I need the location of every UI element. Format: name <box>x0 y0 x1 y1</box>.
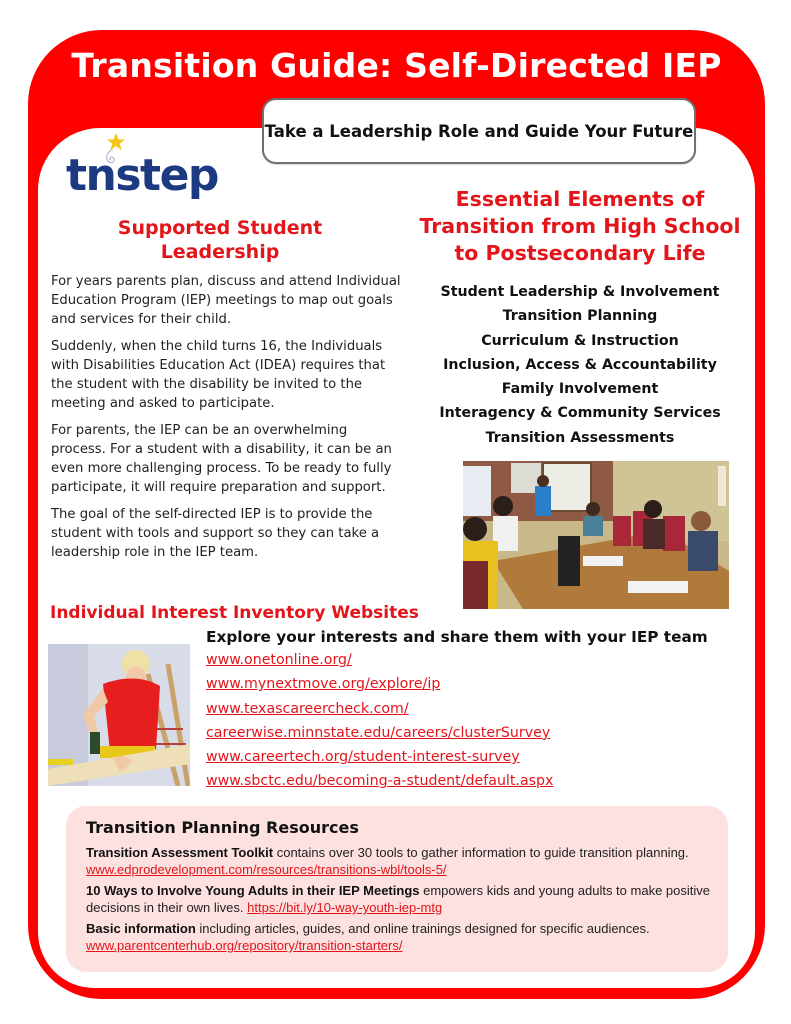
resource-item-basic-info <box>86 920 716 954</box>
supported-leadership-heading: Supported Student Leadership <box>117 217 323 263</box>
website-link-sbctc[interactable]: www.sbctc.edu/becoming-a-student/default.aspx <box>206 773 554 790</box>
list-item: Inclusion, Access & Accountability <box>443 356 717 373</box>
resource-link-edprodevelopment[interactable]: www.edprodevelopment.com/resources/transitions-wbl/tools-5/ <box>86 862 447 877</box>
paragraph: For years parents plan, discuss and attend Individual Education Program (IEP) meetings to map out goals and services for their child. <box>51 274 401 327</box>
essential-elements-list <box>415 280 745 450</box>
leadership-description <box>51 272 403 570</box>
logo-text: tnstep <box>66 150 218 201</box>
list-item: Student Leadership & Involvement <box>440 284 720 300</box>
website-link-texascareercheck[interactable]: www.texascareercheck.com/ <box>206 700 409 717</box>
resource-link-parentcenterhub[interactable]: www.parentcenterhub.org/repository/transition-starters/ <box>86 938 403 953</box>
woman-drilling-wood-photo <box>48 644 190 786</box>
resource-name: Transition Assessment Toolkit <box>86 845 274 860</box>
list-item: Transition Planning <box>502 308 658 325</box>
resource-name: Basic information <box>86 921 196 936</box>
subtitle-box <box>262 98 696 164</box>
interest-websites-list <box>206 648 553 794</box>
page-title: Transition Guide: Self-Directed IEP <box>71 46 722 85</box>
resource-link-bitly[interactable]: https://bit.ly/10-way-youth-iep-mtg <box>247 900 443 915</box>
resource-item-10-ways <box>86 882 716 916</box>
paragraph: For parents, the IEP can be an overwhelming process. For a student with a disability, it can be an even more challenging process. To be ready to fully participate, it will require preparation and support. <box>51 423 392 495</box>
list-item: Transition Assessments <box>485 429 675 446</box>
website-link-mynextmove[interactable]: www.mynextmove.org/explore/ip <box>206 676 441 693</box>
explore-interests-text: Explore your interests and share them with your IEP team <box>206 628 708 646</box>
website-link-careerwise[interactable]: careerwise.minnstate.edu/careers/clusterSurvey <box>206 724 551 741</box>
list-item: Family Involvement <box>501 381 659 398</box>
tnstep-logo <box>66 130 218 208</box>
resource-description: empowers kids and young adults to make positive decisions in their own lives. <box>86 883 710 915</box>
resource-name: 10 Ways to Involve Young Adults in their IEP Meetings <box>86 883 420 898</box>
resources-title: Transition Planning Resources <box>86 818 359 837</box>
list-item: Curriculum & Instruction <box>481 332 679 349</box>
paragraph: Suddenly, when the child turns 16, the Individuals with Disabilities Education Act (IDEA) requires that the student with the disability be invited to the meeting and asked to participate. <box>51 339 386 411</box>
transition-resources-box <box>66 806 728 972</box>
list-item: Interagency & Community Services <box>439 405 721 422</box>
resource-description: contains over 30 tools to gather information to guide transition planning. <box>273 845 689 860</box>
interest-inventory-heading: Individual Interest Inventory Websites <box>50 603 419 623</box>
students-meeting-photo <box>463 461 729 609</box>
resource-item-toolkit <box>86 844 716 878</box>
website-link-onetonline[interactable]: www.onetonline.org/ <box>206 652 352 668</box>
paragraph: The goal of the self-directed IEP is to provide the student with tools and support so they can take a leadership role in the IEP team. <box>51 507 380 560</box>
website-link-careertech[interactable]: www.careertech.org/student-interest-survey <box>206 749 520 766</box>
essential-elements-heading: Essential Elements of Transition from High School to Postsecondary Life <box>419 187 741 265</box>
resource-description: including articles, guides, and online trainings designed for specific audiences. <box>195 921 650 936</box>
subtitle-text: Take a Leadership Role and Guide Your Future <box>264 121 694 141</box>
